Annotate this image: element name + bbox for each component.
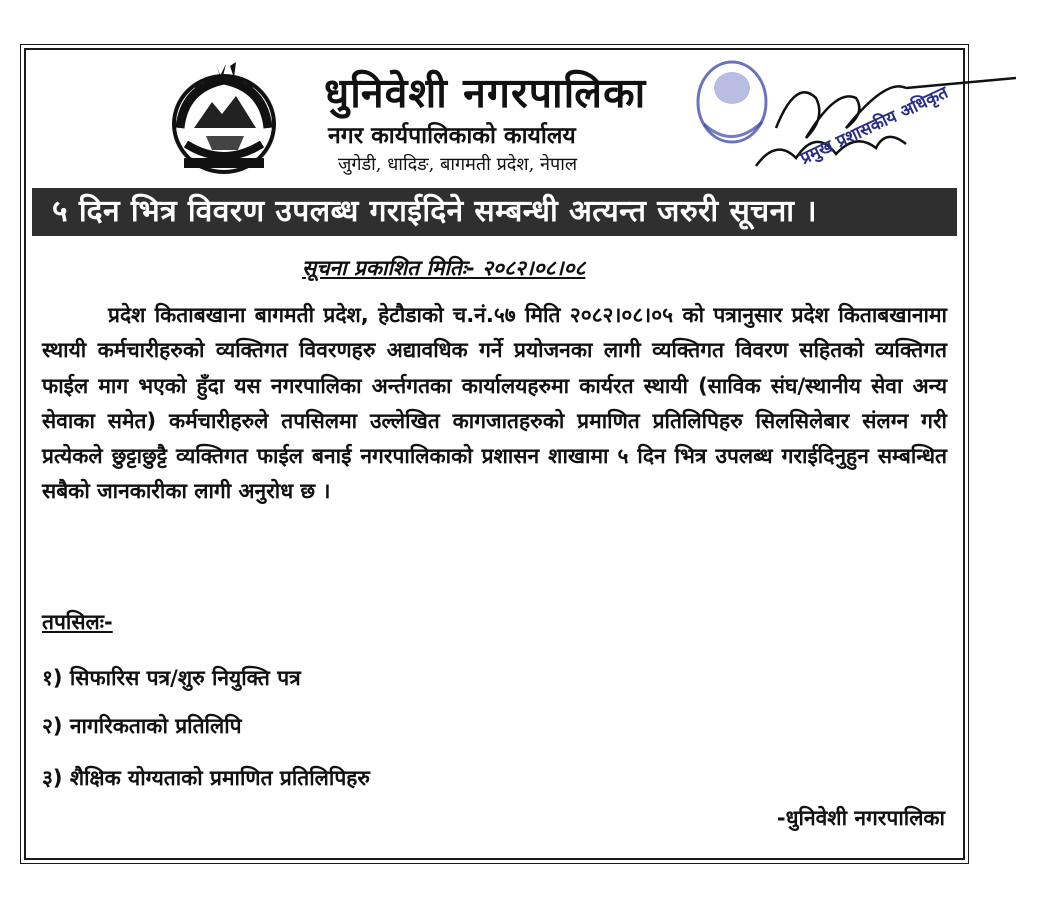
municipality-title: धुनिवेशी नगरपालिका	[324, 69, 647, 117]
tapasil-heading: तपसिलः-	[42, 610, 113, 634]
officer-stamp-text: प्रमुख प्रशासकीय अधिकृत	[797, 82, 952, 169]
signoff: -धुनिवेशी नगरपालिका	[776, 806, 945, 830]
notice-frame	[24, 48, 965, 860]
list-item: ३) शैक्षिक योग्यताको प्रमाणित प्रतिलिपिहरु	[42, 766, 370, 790]
nepal-emblem-icon	[160, 58, 288, 180]
notice-body: प्रदेश किताबखाना बागमती प्रदेश, हेटौडाको च.नं.५७ मिति २०८२।०८।०५ को पत्रानुसार प्रदेश किताबखानामा स्थायी कर्मचारीहरुको व्यक्तिगत विवरणहरु अद्यावधिक गर्ने प्रयोजनका लागी व्यक्तिगत विवरण सहितको व्यक्तिगत फाईल माग भएको हुँदा यस नगरपालिका अर्न्तगतका कार्यालयहरुमा कार्यरत स्थायी (साविक संघ/स्थानीय सेवा अन्य सेवाका समेत) कर्मचारीहरुले तपसिलमा उल्लेखित कागजातहरुको प्रमाणित प्रतिलिपिहरु सिलसिलेबार संलग्न गरी प्रत्येकले छुट्टाछुट्टै व्यक्तिगत फाईल बनाई नगरपालिकाको प्रशासन शाखामा ५ दिन भित्र उपलब्ध गराईदिनुहुन सम्बन्धित सबैको जानकारीका लागी अनुरोध छ ।	[42, 303, 947, 504]
list-item: १) सिफारिस पत्र/शुरु नियुक्ति पत्र	[42, 666, 301, 690]
notice-banner: ५ दिन भित्र विवरण उपलब्ध गराईदिने सम्बन्धी अत्यन्त जरुरी सूचना ।	[32, 188, 957, 236]
list-item: २) नागरिकताको प्रतिलिपि	[42, 714, 242, 738]
publication-date: सूचना प्रकाशित मितिः- २०८२।०८।०८	[302, 256, 586, 280]
office-address: जुगेडी, धादिङ, बागमती प्रदेश, नेपाल	[338, 154, 578, 175]
office-name: नगर कार्यपालिकाको कार्यालय	[328, 123, 576, 149]
